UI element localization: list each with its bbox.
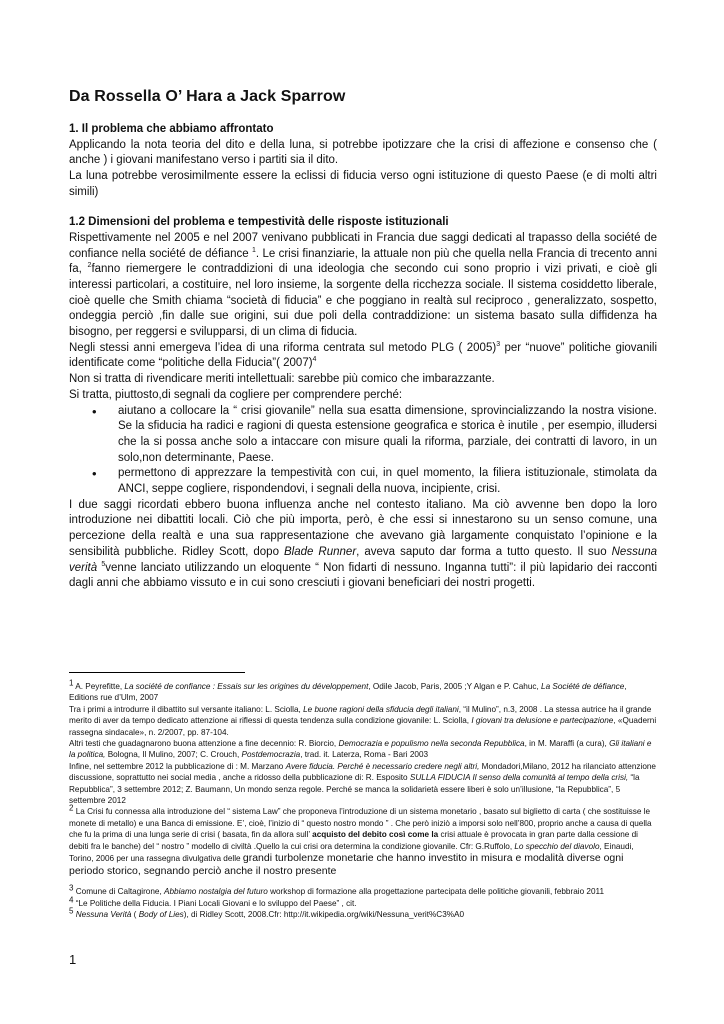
document-title: Da Rossella O’ Hara a Jack Sparrow <box>69 88 346 105</box>
footnote-2: $^2$ La Crisi fu connessa alla introduzione del “ sistema Law” che proponeva l’introduzione di un sistema monetario , basato sul biglietto di carta ( che sostituisse le monete di metallo) e una Banca di emissione. E’, cioè, l’inizio di “ questo nostro mondo ” . Che però iniziò a imporsi solo nell’800, proprio anche a causa di quella che fu la prima di una lunga serie di crisi ( basata, fin da allora sull’ acquisto del debito così come la crisi attuale è provocata in gran parte dalla cessione di debiti fra le banche) del “ nostro ” modello di civiltà .Quello la cui crisi ora determina la condizione giovanile. Cfr: G.Ruffolo, Lo specchio del diavolo, Einaudi, Torino, 2006 per una rassegna divulgativa delle grandi turbolenze monetarie che hanno investito in misura e modalità diverse ogni periodo storico, segnando perciò anche il nostro presente <box>69 803 652 877</box>
footnote-1-continued: Altri testi che guadagnarono buona attenzione a fine decennio: R. Biorcio, Democrazia e populismo nella seconda Repubblica, in M. Maraffi (a cura), Gli italiani e la politica, Bologna, Il Mulino, 2007; C. Crouch, Postdemocrazia, trad. it. Laterza, Roma - Bari 2003 <box>69 739 652 760</box>
section-2-paragraph-1: Rispettivamente nel 2005 e nel 2007 venivano pubblicati in Francia due saggi dedicati al trapasso della société de confiance nella société de défiance $^1$. Le crisi finanziarie, la attuale non più che quella nella Francia di trecento anni fa, $^2$fanno riemergere le contraddizioni di una ideologia che secondo cui sono proprio i vizi privati, e cioè gli interessi particolari, a costituire, nel loro insieme, la sorgente della ricchezza sociale. Il sistema cosiddetto liberale, cioè quelle che Smith chiama “società di fiducia” e che poggiano in realtà sul reciproco , generalizzato, sospetto, ondeggia perciò ,fin dalle sue origini, sui due poli della contraddizione: un sistema basato sulla diffidenza ha bisogno, per reggersi e svilupparsi, di un clima di fiducia. <box>69 231 657 339</box>
footnote-separator <box>69 672 245 673</box>
footnote-1: $^1$ A. Peyrefitte, La société de confiance : Essais sur les origines du développement, Odile Jacob, Paris, 2005 ;Y Algan e P. Cahuc, La Société de défiance, Editions rue d’Ulm, 2007 <box>69 678 627 703</box>
footnote-ref[interactable]: 1 <box>252 246 256 254</box>
footnotes <box>69 678 657 921</box>
footnote-1-continued: Tra i primi a introdurre il dibattito sul versante italiano: L. Sciolla, Le buone ragioni della sfiducia degli italiani, “il Mulino”, n.3, 2008 . La stessa autrice ha il grande merito di aver da tempo dedicato attenzione ai riflessi di questa tendenza sulla condizione giovanile: L. Sciolla, I giovani tra delusione e partecipazione, «Quaderni rassegna sindacale», n. 2/2007, pp. 87-104. <box>69 704 657 737</box>
footnote-4: $^4$ “Le Politiche della Fiducia. I Piani Locali Giovani e lo sviluppo del Paese” , cit. <box>69 894 357 908</box>
footnote-ref[interactable]: 2 <box>87 262 92 270</box>
footnote-1-continued: Infine, nel settembre 2012 la pubblicazione di : M. Marzano Avere fiducia. Perché è necessario credere negli altri, Mondadori,Milano, 2012 ha rilanciato attenzione discussione, soprattutto nei social media , anche a ridosso della pubblicazione di: R. Esposito SULLA FIDUCIA Il senso della comunità al tempo della crisi, “la Repubblica”, 3 settembre 2012; Z. Baumann, Un mondo senza regole. Perché se manca la solidarietà essere liberi è solo un’illusione, “la Repubblica”, 5 settembre 2012 <box>69 761 656 806</box>
section-2-heading: 1.2 Dimensioni del problema e tempestività delle risposte istituzionali <box>69 216 449 229</box>
footnote-ref[interactable]: 4 <box>312 356 317 364</box>
page-number: 1 <box>69 952 77 967</box>
footnote-5: $^5$ Nessuna Verità ( Body of Lies), di Ridley Scott, 2008.Cfr: http://it.wikipedia.org/wiki/Nessuna_verit%C3%A0 <box>69 906 465 920</box>
footnote-ref[interactable]: 3 <box>496 340 501 348</box>
list-item: • aiutano a collocare la “ crisi giovanile” nella sua esatta dimensione, sprovincializzando la nostra visione. Se la sfiducia ha radici e ragioni di questa estensione geografica e storica è inutile , per esempio, illudersi che la si possa anche solo a intaccare con misure quali la riforma, parziale, dei contratti di lavoro, in un solo,non determinante, Paese. <box>118 404 657 467</box>
section-2-paragraph-3: Non si tratta di rivendicare meriti intellettuali: sarebbe più comico che imbarazzante. <box>69 373 495 386</box>
section-2-paragraph-5: I due saggi ricordati ebbero buona influenza anche nel contesto italiano. Ma ciò avvenne ben dopo la loro introduzione nei dibattiti locali. Ciò che più importa, però, è che essi si innestarono su un senso comune, una percezione della realtà e una sua rappresentazione che avevano già largamente conquistato l’opinione e la sensibilità pubbliche. Ridley Scott, dopo Blade Runner, aveva saputo dar forma a tutto questo. Il suo Nessuna verità $^5$venne lanciato utilizzando un eloquente “ Non fidarti di nessuno. Inganna tutti”: il più lapidario dei racconti dagli anni che abbiamo vissuto e in cui sono cresciuti i giovani beneficiari dei nostri progetti. <box>69 498 658 590</box>
footnote-ref[interactable]: 5 <box>101 560 106 568</box>
section-1-heading: 1. Il problema che abbiamo affrontato <box>69 123 274 135</box>
section-2-paragraph-4: Si tratta, piuttosto,di segnali da cogliere per comprendere perché: <box>69 388 403 401</box>
list-item: • permettono di apprezzare la tempestività con cui, in quel momento, la filiera istituzionale, stimolata da ANCI, seppe cogliere, rispondendovi, i segnali della nuova, incipiente, crisi. <box>118 466 657 497</box>
section-1-paragraph-2: La luna potrebbe verosimilmente essere la eclissi di fiducia verso ogni istituzione di questo Paese (e di molti altri simili) <box>69 169 657 198</box>
footnote-3: $^3$ Comune di Caltagirone, Abbiamo nostalgia del futuro workshop di formazione alla progettazione partecipata delle politiche giovanili, febbraio 2011 <box>69 883 605 897</box>
section-2-paragraph-2: Negli stessi anni emergeva l’idea di una riforma centrata sul metodo PLG ( 2005)$^3$ per “nuove” politiche giovanili identificate come “politiche della Fiducia”( 2007)$^4$ <box>69 340 658 370</box>
document-body <box>69 88 657 592</box>
section-1-paragraph-1: Applicando la nota teoria del dito e della luna, si potrebbe ipotizzare che la crisi di affezione e consenso che ( anche ) i giovani manifestano verso i partiti sia il dito. <box>69 138 657 167</box>
bullet-list <box>69 404 657 498</box>
